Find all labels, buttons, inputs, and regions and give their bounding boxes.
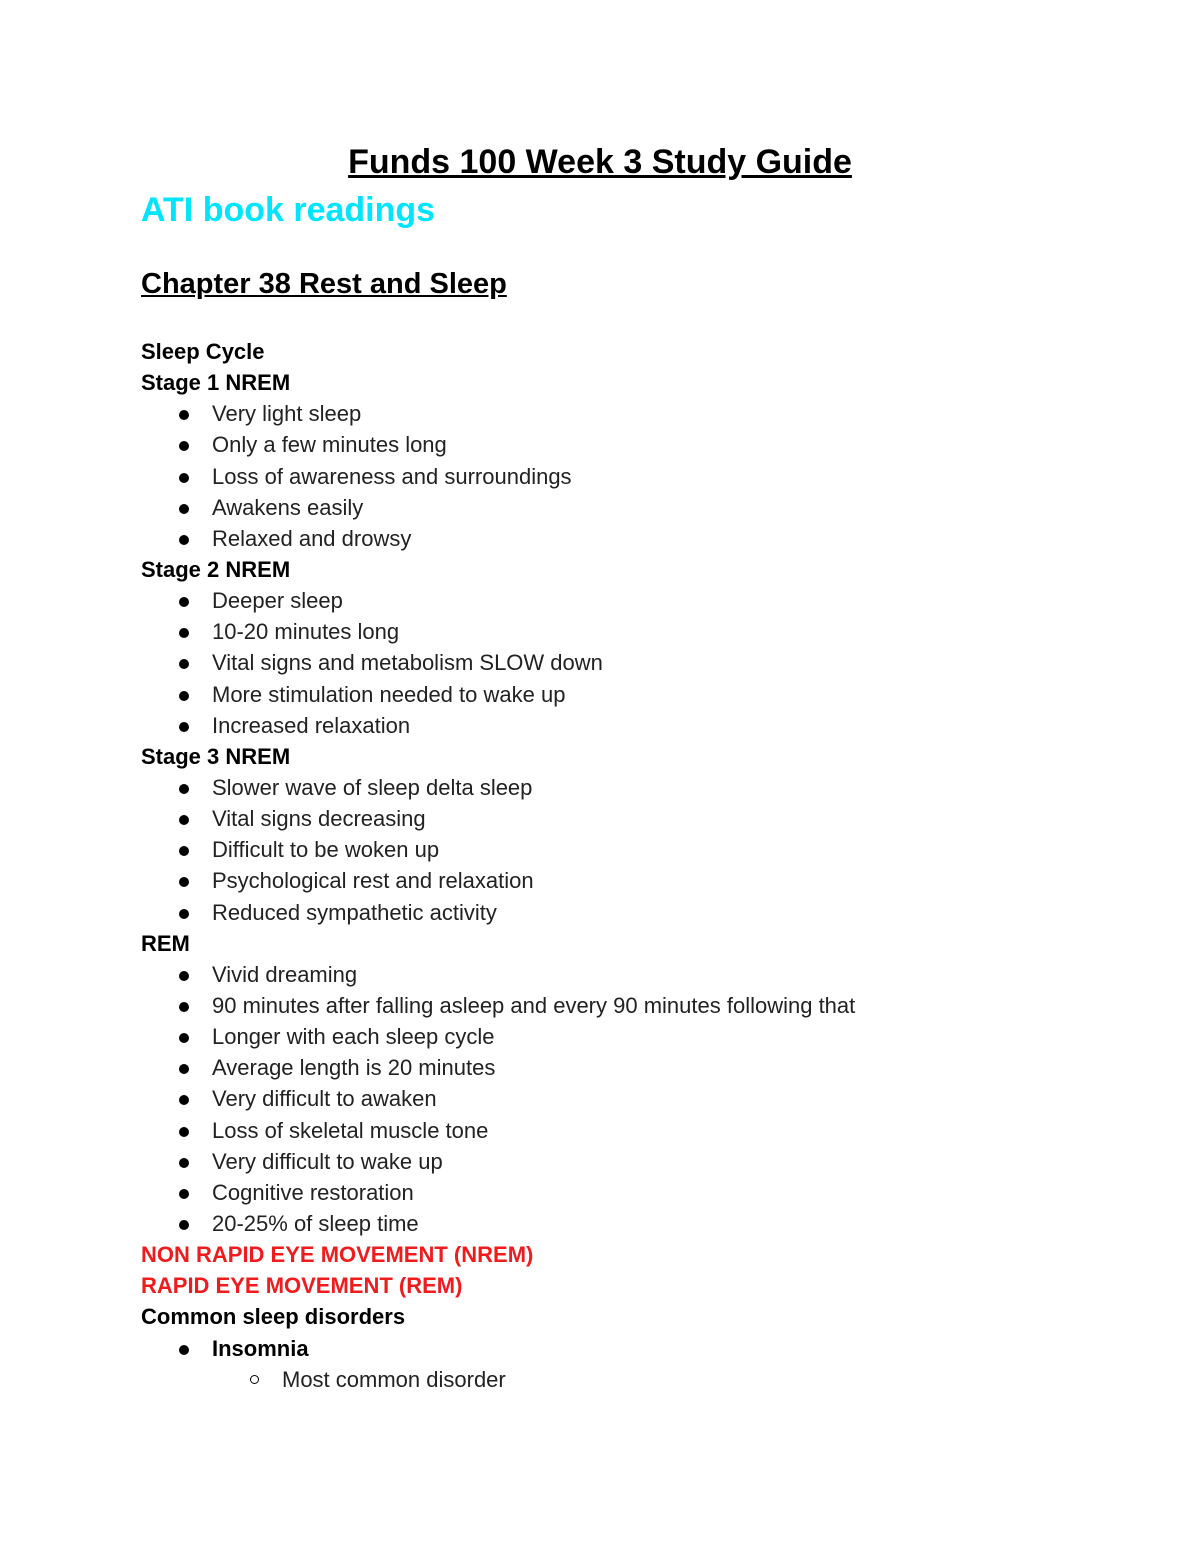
nrem-definition: NON RAPID EYE MOVEMENT (NREM) bbox=[141, 1242, 534, 1268]
bullet-icon bbox=[179, 722, 189, 732]
bullet-icon bbox=[179, 1158, 189, 1168]
list-item: Difficult to be woken up bbox=[141, 834, 1141, 865]
bullet-icon bbox=[179, 971, 189, 981]
list-item: Psychological rest and relaxation bbox=[141, 865, 1141, 896]
list-item: Slower wave of sleep delta sleep bbox=[141, 772, 1141, 803]
list-item: Deeper sleep bbox=[141, 585, 1141, 616]
bullet-icon bbox=[179, 597, 189, 607]
list-item: Loss of skeletal muscle tone bbox=[141, 1115, 1141, 1146]
bullet-icon bbox=[179, 441, 189, 451]
bullet-icon bbox=[179, 504, 189, 514]
stage2-heading: Stage 2 NREM bbox=[141, 556, 291, 582]
bullet-icon bbox=[179, 1127, 189, 1137]
hollow-bullet-icon bbox=[250, 1375, 259, 1384]
stage2-list bbox=[141, 585, 1141, 741]
bullet-icon bbox=[179, 784, 189, 794]
bullet-icon bbox=[179, 1002, 189, 1012]
bullet-icon bbox=[179, 1033, 189, 1043]
bullet-icon bbox=[179, 535, 189, 545]
list-item: Vital signs decreasing bbox=[141, 803, 1141, 834]
list-item: Relaxed and drowsy bbox=[141, 523, 1141, 554]
list-item: Insomnia bbox=[141, 1333, 1141, 1364]
list-item: Vivid dreaming bbox=[141, 959, 1141, 990]
rem-list bbox=[141, 959, 1141, 1239]
chapter-heading: Chapter 38 Rest and Sleep bbox=[141, 268, 507, 300]
list-item: Only a few minutes long bbox=[141, 429, 1141, 460]
list-item: Loss of awareness and surroundings bbox=[141, 461, 1141, 492]
document-body bbox=[141, 336, 1141, 1395]
list-item: More stimulation needed to wake up bbox=[141, 679, 1141, 710]
rem-heading: REM bbox=[141, 930, 190, 956]
list-item: Average length is 20 minutes bbox=[141, 1052, 1141, 1083]
bullet-icon bbox=[179, 473, 189, 483]
sleep-cycle-heading: Sleep Cycle bbox=[141, 339, 265, 364]
list-item: Vital signs and metabolism SLOW down bbox=[141, 647, 1141, 678]
stage1-list bbox=[141, 398, 1141, 554]
bullet-icon bbox=[179, 659, 189, 669]
stage3-list bbox=[141, 772, 1141, 928]
insomnia-sublist bbox=[141, 1364, 1141, 1395]
list-item: Reduced sympathetic activity bbox=[141, 897, 1141, 928]
bullet-icon bbox=[179, 628, 189, 638]
list-item: 10-20 minutes long bbox=[141, 616, 1141, 647]
subtitle: ATI book readings bbox=[141, 191, 436, 229]
list-item: Increased relaxation bbox=[141, 710, 1141, 741]
bullet-icon bbox=[179, 909, 189, 919]
list-item: Longer with each sleep cycle bbox=[141, 1021, 1141, 1052]
bullet-icon bbox=[179, 1064, 189, 1074]
stage1-heading: Stage 1 NREM bbox=[141, 370, 291, 396]
list-item: Awakens easily bbox=[141, 492, 1141, 523]
bullet-icon bbox=[179, 691, 189, 701]
list-item: Most common disorder bbox=[141, 1364, 1141, 1395]
document-title: Funds 100 Week 3 Study Guide bbox=[348, 143, 852, 181]
bullet-icon bbox=[179, 1220, 189, 1230]
bullet-icon bbox=[179, 877, 189, 887]
list-item: 90 minutes after falling asleep and every 90 minutes following that bbox=[141, 990, 1141, 1021]
list-item: Very difficult to awaken bbox=[141, 1083, 1141, 1114]
rem-definition: RAPID EYE MOVEMENT (REM) bbox=[141, 1273, 463, 1299]
stage3-heading: Stage 3 NREM bbox=[141, 743, 291, 769]
bullet-icon bbox=[179, 410, 189, 420]
bullet-icon bbox=[179, 1095, 189, 1105]
list-item: Very difficult to wake up bbox=[141, 1146, 1141, 1177]
bullet-icon bbox=[179, 846, 189, 856]
list-item: Cognitive restoration bbox=[141, 1177, 1141, 1208]
bullet-icon bbox=[179, 815, 189, 825]
list-item: 20-25% of sleep time bbox=[141, 1208, 1141, 1239]
disorders-heading: Common sleep disorders bbox=[141, 1304, 406, 1330]
list-item: Very light sleep bbox=[141, 398, 1141, 429]
disorders-list bbox=[141, 1333, 1141, 1364]
bullet-icon bbox=[179, 1345, 189, 1355]
bullet-icon bbox=[179, 1189, 189, 1199]
